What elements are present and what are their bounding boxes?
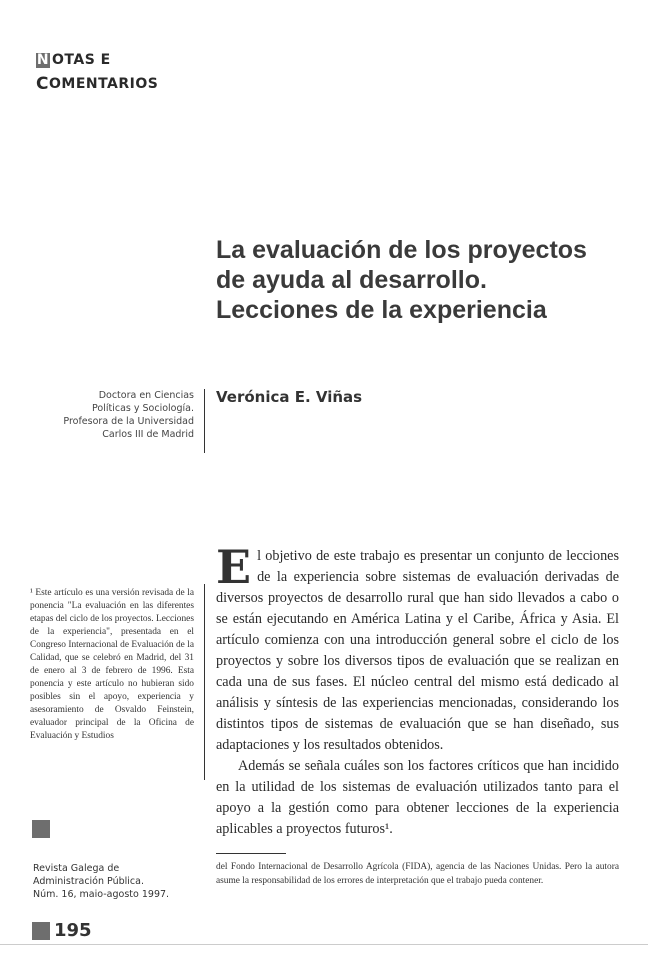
page-number-square	[32, 922, 50, 940]
body-paragraph	[216, 540, 619, 756]
drop-cap: E	[216, 540, 252, 594]
affiliation-line: Profesora de la Universidad	[63, 416, 194, 427]
journal-line: Núm. 16, maio-agosto 1997.	[33, 889, 170, 900]
title-line: La evaluación de los proyectos	[216, 236, 587, 264]
journal-info	[33, 862, 169, 901]
body-paragraph: Además se señala cuáles son los factores críticos que han incidido en la utilidad de los sistemas de evaluación utilizados tanto para el apoyo a la gestión como para obtener lecciones de la experiencia aplicables a proyectos futuros¹.	[216, 758, 619, 837]
page-number-text: 195	[54, 920, 92, 941]
page-bottom-border	[0, 944, 648, 945]
article-body	[216, 540, 619, 840]
author-name: Verónica E. Viñas	[216, 388, 363, 406]
side-footnote: ¹ Este artículo es una versión revisada de la ponencia "La evaluación en las diferentes etapas del ciclo de los proyectos. Lecciones de la experiencia", presentada en el Congreso Internacional de Evaluación de la Calidad, que se celebró en Madrid, del 31 de enero al 3 de febrero de 1996. Esta ponencia y este artículo no hubieran sido posibles sin el apoyo, experiencia y asesoramiento de Osvaldo Feinstein, evaluador principal de la Oficina de Evaluación y Estudios	[30, 588, 194, 741]
page-number	[32, 920, 92, 941]
section-initial-n: N	[36, 51, 50, 68]
article-title	[216, 235, 616, 325]
author-affiliation	[40, 389, 194, 441]
decorative-square	[32, 820, 50, 838]
title-line: de ayuda al desarrollo.	[216, 266, 487, 294]
side-divider	[204, 584, 205, 780]
affiliation-divider	[204, 389, 205, 453]
affiliation-line: Políticas y Sociología.	[92, 403, 194, 414]
journal-line: Administración Pública.	[33, 876, 144, 887]
section-header-line1	[36, 48, 158, 72]
section-header-line2	[36, 72, 158, 96]
footnote-divider	[216, 853, 286, 854]
affiliation-line: Doctora en Ciencias	[98, 390, 194, 401]
section-rest-comentarios: OMENTARIOS	[48, 76, 159, 92]
section-header	[36, 48, 158, 96]
affiliation-line: Carlos III de Madrid	[102, 429, 194, 440]
journal-line: Revista Galega de	[33, 863, 120, 874]
section-initial-c: C	[36, 74, 49, 94]
footnote-continuation: del Fondo Internacional de Desarrollo Agrícola (FIDA), agencia de las Naciones Unidas. Pero la autora asume la responsabilidad de los errores de interpretación que el trabajo pueda contener.	[216, 862, 619, 886]
title-line: Lecciones de la experiencia	[216, 296, 547, 324]
section-rest-notas: OTAS E	[52, 52, 111, 68]
paragraph-text: l objetivo de este trabajo es presentar un conjunto de lecciones de la experiencia sobre sistemas de evaluación derivadas de diversos proyectos de desarrollo rural que han sido llevados a cabo o se están ejecutando en América Latina y el Caribe, África y Asia. El artículo comienza con una introducción general sobre el ciclo de los proyectos y sobre los diversos tipos de evaluación que se realizan en cada una de sus fases. El núcleo central del mismo está dedicado al análisis y síntesis de las experiencias mencionadas, considerando los distintos tipos de sistemas de evaluación que se han diseñado, sus adaptaciones y los resultados obtenidos.	[216, 548, 619, 753]
